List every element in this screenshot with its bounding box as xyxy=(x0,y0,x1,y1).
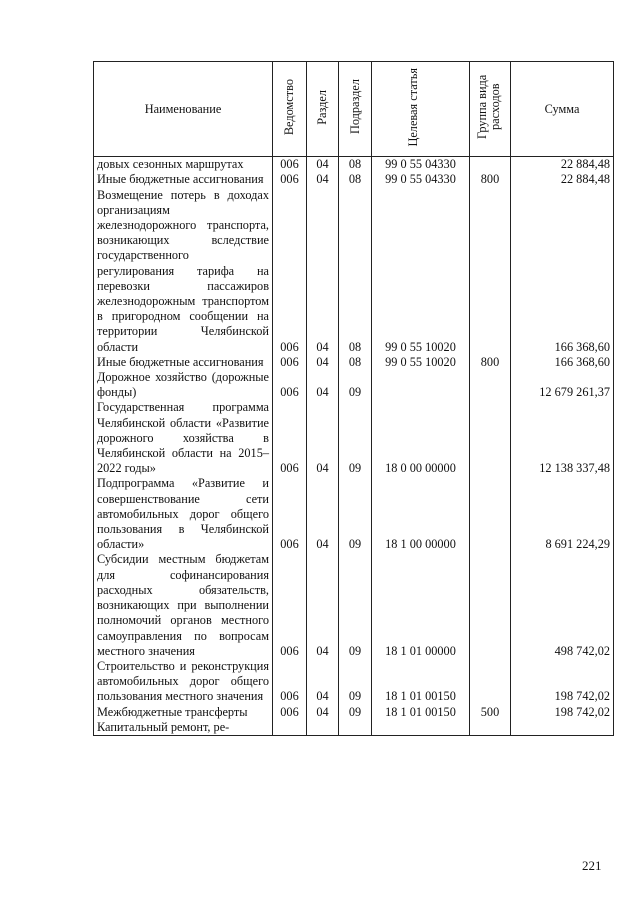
row-dept: 006 xyxy=(273,659,307,705)
row-article xyxy=(372,370,470,400)
page-number: 221 xyxy=(582,858,602,873)
row-amount: 198 742,02 xyxy=(511,659,614,705)
row-subsection: 08 xyxy=(339,157,372,173)
row-amount xyxy=(511,720,614,736)
row-amount: 198 742,02 xyxy=(511,705,614,720)
row-section: 04 xyxy=(307,400,339,476)
row-article: 99 0 55 04330 xyxy=(372,172,470,187)
table-row xyxy=(94,355,614,370)
table-row xyxy=(94,188,614,355)
row-article: 18 0 00 00000 xyxy=(372,400,470,476)
row-section: 04 xyxy=(307,370,339,400)
row-amount: 12 138 337,48 xyxy=(511,400,614,476)
row-name: Капитальный ремонт, ре- xyxy=(94,720,273,736)
header-dept: Ведомство xyxy=(273,62,307,157)
row-section xyxy=(307,720,339,736)
row-dept: 006 xyxy=(273,400,307,476)
row-dept: 006 xyxy=(273,552,307,658)
header-expense-group: Группа вида расходов xyxy=(470,62,511,157)
row-group: 500 xyxy=(470,705,511,720)
row-dept: 006 xyxy=(273,188,307,355)
row-subsection: 08 xyxy=(339,355,372,370)
row-amount: 166 368,60 xyxy=(511,188,614,355)
row-article: 99 0 55 04330 xyxy=(372,157,470,173)
budget-table xyxy=(93,61,614,736)
row-amount: 8 691 224,29 xyxy=(511,476,614,552)
row-dept xyxy=(273,720,307,736)
row-group: 800 xyxy=(470,172,511,187)
row-section: 04 xyxy=(307,705,339,720)
row-name: довых сезонных маршрутах xyxy=(94,157,273,173)
row-section: 04 xyxy=(307,188,339,355)
table-row xyxy=(94,400,614,476)
row-subsection: 09 xyxy=(339,476,372,552)
row-subsection xyxy=(339,720,372,736)
row-article: 18 1 00 00000 xyxy=(372,476,470,552)
row-name: Государственная программа Челябинской области «Развитие дорожного хозяйства в Челябинской области на 2015–2022 годы» xyxy=(94,400,273,476)
row-group xyxy=(470,157,511,173)
row-amount: 22 884,48 xyxy=(511,172,614,187)
row-section: 04 xyxy=(307,172,339,187)
row-amount: 498 742,02 xyxy=(511,552,614,658)
header-section: Раздел xyxy=(307,62,339,157)
row-article: 18 1 01 00150 xyxy=(372,659,470,705)
row-subsection: 09 xyxy=(339,659,372,705)
table-header-row xyxy=(94,62,614,157)
row-article: 18 1 01 00150 xyxy=(372,705,470,720)
header-amount: Сумма xyxy=(511,62,614,157)
table-row xyxy=(94,659,614,705)
row-article: 99 0 55 10020 xyxy=(372,188,470,355)
row-dept: 006 xyxy=(273,157,307,173)
row-group xyxy=(470,552,511,658)
row-dept: 006 xyxy=(273,476,307,552)
row-dept: 006 xyxy=(273,355,307,370)
row-group xyxy=(470,188,511,355)
row-dept: 006 xyxy=(273,705,307,720)
row-amount: 12 679 261,37 xyxy=(511,370,614,400)
row-section: 04 xyxy=(307,552,339,658)
row-section: 04 xyxy=(307,476,339,552)
row-group xyxy=(470,476,511,552)
table-row xyxy=(94,157,614,173)
row-group xyxy=(470,370,511,400)
row-group xyxy=(470,720,511,736)
row-subsection: 09 xyxy=(339,400,372,476)
row-subsection: 08 xyxy=(339,188,372,355)
row-article xyxy=(372,720,470,736)
row-name: Дорожное хозяйство (дорожные фонды) xyxy=(94,370,273,400)
row-group xyxy=(470,659,511,705)
row-section: 04 xyxy=(307,659,339,705)
row-dept: 006 xyxy=(273,172,307,187)
row-name: Строительство и реконструкция автомобильных дорог общего пользования местного значения xyxy=(94,659,273,705)
table-row xyxy=(94,172,614,187)
row-subsection: 09 xyxy=(339,705,372,720)
header-target-article: Целевая статья xyxy=(372,62,470,157)
row-section: 04 xyxy=(307,157,339,173)
row-group xyxy=(470,400,511,476)
header-name: Наименование xyxy=(94,62,273,157)
row-name: Возмещение потерь в доходах организациям железнодорожного транспорта, возникающих вследствие государственного регулирования тарифа на перевозки пассажиров железнодорожным транспортом в пригородном сообщении на территории Челябинской области xyxy=(94,188,273,355)
table-row xyxy=(94,720,614,736)
table-row xyxy=(94,552,614,658)
row-article: 99 0 55 10020 xyxy=(372,355,470,370)
table-row xyxy=(94,370,614,400)
row-name: Иные бюджетные ассигнования xyxy=(94,172,273,187)
header-subsection: Подраздел xyxy=(339,62,372,157)
row-subsection: 09 xyxy=(339,370,372,400)
table-row xyxy=(94,705,614,720)
row-amount: 22 884,48 xyxy=(511,157,614,173)
table-row xyxy=(94,476,614,552)
row-amount: 166 368,60 xyxy=(511,355,614,370)
row-name: Субсидии местным бюджетам для софинансирования расходных обязательств, возникающих при выполнении полномочий органов местного самоуправления по вопросам местного значения xyxy=(94,552,273,658)
row-section: 04 xyxy=(307,355,339,370)
row-article: 18 1 01 00000 xyxy=(372,552,470,658)
row-dept: 006 xyxy=(273,370,307,400)
row-subsection: 09 xyxy=(339,552,372,658)
row-subsection: 08 xyxy=(339,172,372,187)
row-name: Межбюджетные трансферты xyxy=(94,705,273,720)
row-name: Подпрограмма «Развитие и совершенствование сети автомобильных дорог общего пользования в Челябинской области» xyxy=(94,476,273,552)
row-name: Иные бюджетные ассигнования xyxy=(94,355,273,370)
row-group: 800 xyxy=(470,355,511,370)
